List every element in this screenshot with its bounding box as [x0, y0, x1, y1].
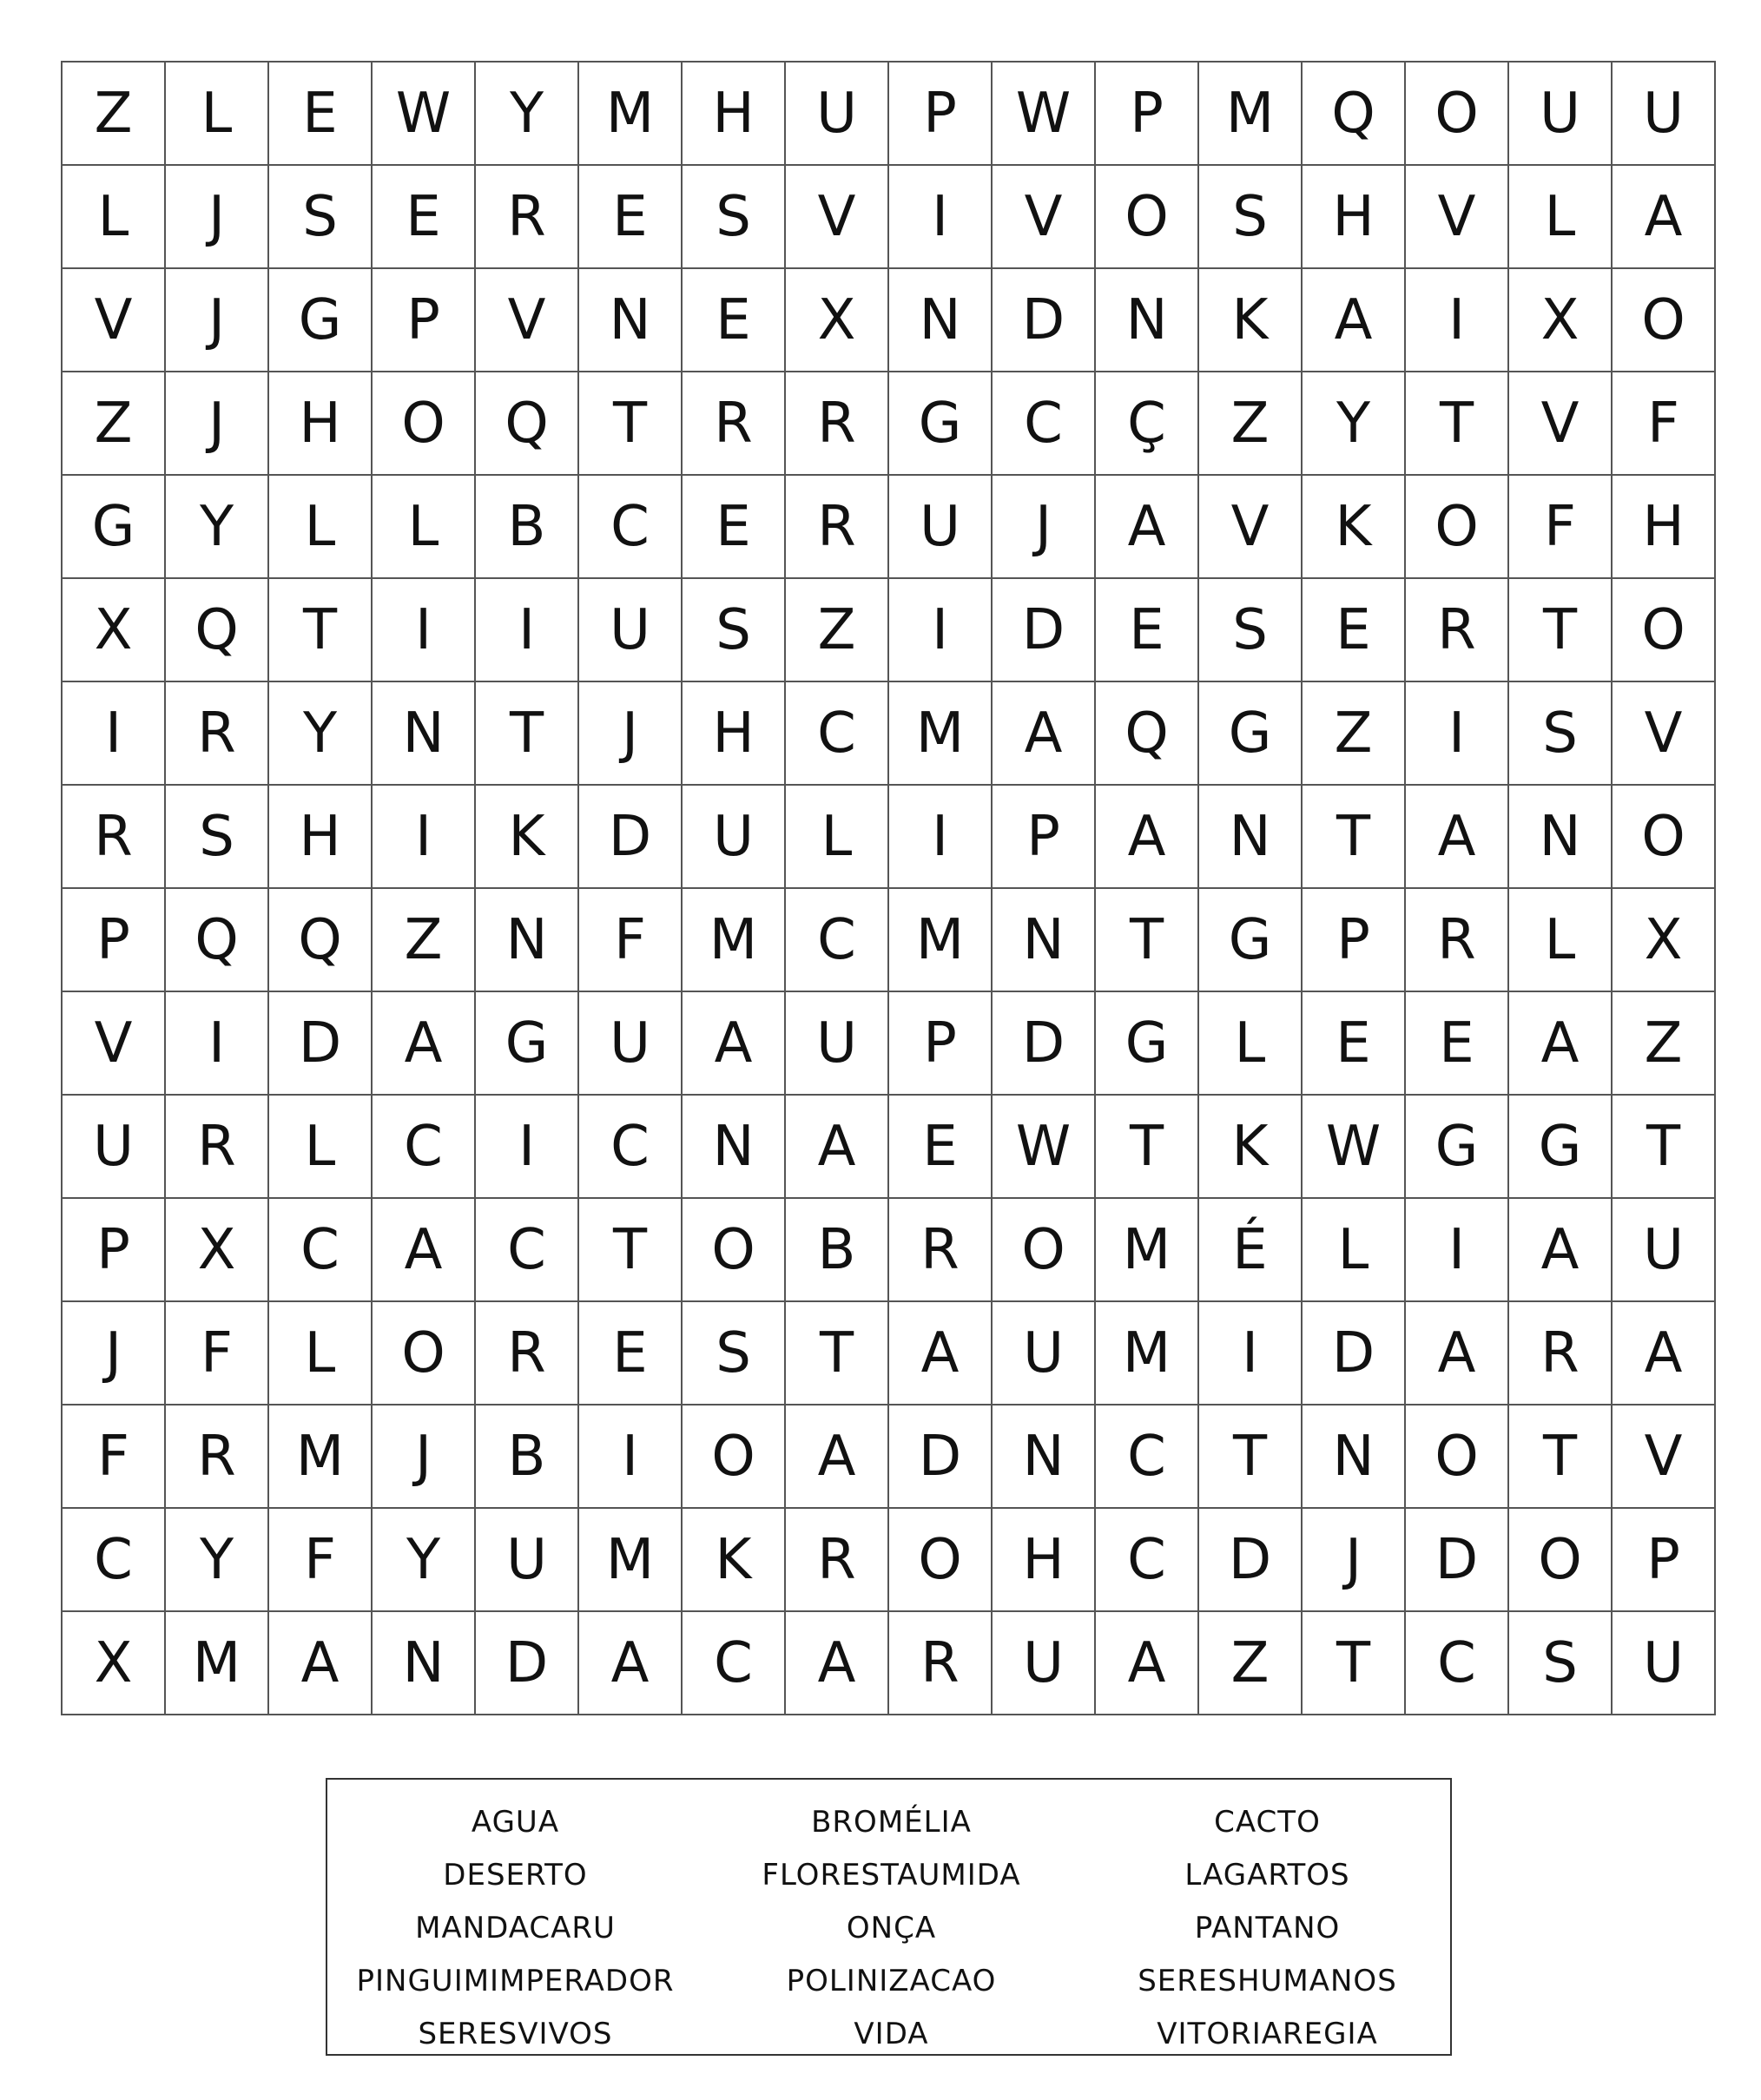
grid-cell[interactable]: X	[786, 269, 889, 372]
grid-cell[interactable]: P	[1096, 63, 1199, 166]
grid-cell[interactable]: L	[1303, 1199, 1406, 1302]
grid-cell[interactable]: R	[476, 166, 579, 269]
grid-cell[interactable]: L	[786, 786, 889, 889]
grid-cell[interactable]: D	[889, 1405, 993, 1509]
grid-cell[interactable]: U	[63, 1096, 166, 1199]
grid-cell[interactable]: É	[1199, 1199, 1303, 1302]
grid-cell[interactable]: Z	[786, 579, 889, 682]
grid-cell[interactable]: A	[1613, 166, 1716, 269]
grid-cell[interactable]: U	[786, 992, 889, 1096]
grid-cell[interactable]: X	[63, 579, 166, 682]
grid-cell[interactable]: L	[166, 63, 269, 166]
grid-cell[interactable]: H	[683, 682, 786, 786]
grid-cell[interactable]: L	[269, 476, 373, 579]
grid-cell[interactable]: C	[786, 889, 889, 992]
grid-cell[interactable]: Q	[1303, 63, 1406, 166]
grid-cell[interactable]: I	[166, 992, 269, 1096]
grid-cell[interactable]: C	[786, 682, 889, 786]
grid-cell[interactable]: P	[889, 63, 993, 166]
grid-cell[interactable]: O	[1096, 166, 1199, 269]
grid-cell[interactable]: F	[269, 1509, 373, 1612]
grid-cell[interactable]: P	[63, 889, 166, 992]
grid-cell[interactable]: O	[1406, 1405, 1509, 1509]
grid-cell[interactable]: B	[476, 476, 579, 579]
grid-cell[interactable]: R	[889, 1199, 993, 1302]
grid-cell[interactable]: U	[476, 1509, 579, 1612]
grid-cell[interactable]: V	[1613, 1405, 1716, 1509]
word-list-item: MANDACARU	[415, 1910, 616, 1945]
grid-cell[interactable]: I	[889, 579, 993, 682]
grid-cell[interactable]: N	[476, 889, 579, 992]
grid-cell[interactable]: I	[1406, 1199, 1509, 1302]
grid-cell[interactable]: C	[373, 1096, 476, 1199]
grid-cell[interactable]: C	[63, 1509, 166, 1612]
grid-cell[interactable]: I	[1406, 269, 1509, 372]
grid-cell[interactable]: M	[889, 682, 993, 786]
grid-cell[interactable]: Q	[476, 372, 579, 476]
grid-cell[interactable]: Q	[166, 579, 269, 682]
grid-cell[interactable]: Y	[1303, 372, 1406, 476]
grid-cell[interactable]: N	[1303, 1405, 1406, 1509]
grid-cell[interactable]: K	[1199, 1096, 1303, 1199]
word-list-box	[326, 1778, 1452, 2056]
grid-cell[interactable]: P	[889, 992, 993, 1096]
grid-cell[interactable]: N	[889, 269, 993, 372]
grid-cell[interactable]: M	[579, 1509, 683, 1612]
grid-cell[interactable]: J	[579, 682, 683, 786]
grid-cell[interactable]: A	[579, 1612, 683, 1715]
grid-cell[interactable]: L	[1509, 166, 1613, 269]
grid-cell[interactable]: U	[1613, 63, 1716, 166]
grid-cell[interactable]: N	[1096, 269, 1199, 372]
grid-cell[interactable]: A	[373, 1199, 476, 1302]
grid-cell[interactable]: C	[993, 372, 1096, 476]
grid-cell[interactable]: O	[373, 1302, 476, 1405]
grid-cell[interactable]: E	[579, 1302, 683, 1405]
grid-cell[interactable]: Z	[63, 372, 166, 476]
grid-cell[interactable]: D	[1303, 1302, 1406, 1405]
grid-cell[interactable]: C	[579, 1096, 683, 1199]
grid-cell[interactable]: D	[1406, 1509, 1509, 1612]
grid-cell[interactable]: N	[579, 269, 683, 372]
grid-cell[interactable]: D	[269, 992, 373, 1096]
grid-cell[interactable]: Q	[269, 889, 373, 992]
grid-cell[interactable]: A	[786, 1612, 889, 1715]
grid-cell[interactable]: T	[1303, 786, 1406, 889]
grid-cell[interactable]: E	[683, 269, 786, 372]
grid-cell[interactable]: T	[1613, 1096, 1716, 1199]
grid-cell[interactable]: Z	[1199, 1612, 1303, 1715]
grid-cell[interactable]: D	[476, 1612, 579, 1715]
grid-cell[interactable]: X	[1613, 889, 1716, 992]
grid-cell[interactable]: M	[166, 1612, 269, 1715]
grid-cell[interactable]: E	[269, 63, 373, 166]
grid-cell[interactable]: I	[889, 786, 993, 889]
grid-cell[interactable]: O	[1613, 786, 1716, 889]
grid-cell[interactable]: I	[476, 1096, 579, 1199]
grid-cell[interactable]: U	[889, 476, 993, 579]
grid-cell[interactable]: V	[1613, 682, 1716, 786]
grid-cell[interactable]: A	[373, 992, 476, 1096]
grid-cell[interactable]: V	[993, 166, 1096, 269]
grid-cell[interactable]: A	[269, 1612, 373, 1715]
word-list-item: SERESVIVOS	[418, 2016, 613, 2051]
grid-cell[interactable]: A	[993, 682, 1096, 786]
grid-cell[interactable]: Z	[63, 63, 166, 166]
grid-cell[interactable]: N	[993, 1405, 1096, 1509]
grid-cell[interactable]: D	[993, 269, 1096, 372]
grid-cell[interactable]: V	[476, 269, 579, 372]
grid-cell[interactable]: E	[683, 476, 786, 579]
grid-cell[interactable]: U	[579, 992, 683, 1096]
grid-cell[interactable]: K	[683, 1509, 786, 1612]
grid-cell[interactable]: A	[1303, 269, 1406, 372]
grid-cell[interactable]: U	[993, 1302, 1096, 1405]
grid-cell[interactable]: O	[683, 1405, 786, 1509]
grid-cell[interactable]: A	[1613, 1302, 1716, 1405]
grid-cell[interactable]: H	[1613, 476, 1716, 579]
grid-cell[interactable]: E	[1303, 992, 1406, 1096]
grid-cell[interactable]: S	[1199, 579, 1303, 682]
word-list-item: PANTANO	[1194, 1910, 1341, 1945]
grid-cell[interactable]: I	[63, 682, 166, 786]
grid-cell[interactable]: I	[889, 166, 993, 269]
grid-cell[interactable]: D	[579, 786, 683, 889]
grid-cell[interactable]: L	[63, 166, 166, 269]
grid-cell[interactable]: I	[1199, 1302, 1303, 1405]
grid-cell[interactable]: S	[269, 166, 373, 269]
grid-cell[interactable]: V	[786, 166, 889, 269]
grid-cell[interactable]: F	[579, 889, 683, 992]
grid-cell[interactable]: S	[683, 579, 786, 682]
grid-cell[interactable]: U	[1613, 1199, 1716, 1302]
grid-cell[interactable]: Z	[1613, 992, 1716, 1096]
grid-cell[interactable]: A	[889, 1302, 993, 1405]
grid-cell[interactable]: G	[1406, 1096, 1509, 1199]
grid-cell[interactable]: R	[786, 1509, 889, 1612]
grid-cell[interactable]: H	[1303, 166, 1406, 269]
grid-cell[interactable]: J	[166, 166, 269, 269]
grid-cell[interactable]: O	[1406, 476, 1509, 579]
grid-cell[interactable]: N	[1509, 786, 1613, 889]
grid-cell[interactable]: A	[1509, 992, 1613, 1096]
grid-cell[interactable]: T	[1096, 889, 1199, 992]
grid-cell[interactable]: S	[1509, 682, 1613, 786]
grid-cell[interactable]: V	[63, 269, 166, 372]
grid-cell[interactable]: E	[1096, 579, 1199, 682]
grid-cell[interactable]: A	[1096, 786, 1199, 889]
grid-cell[interactable]: G	[1096, 992, 1199, 1096]
grid-cell[interactable]: Z	[373, 889, 476, 992]
grid-cell[interactable]: U	[786, 63, 889, 166]
grid-cell[interactable]: H	[269, 786, 373, 889]
grid-cell[interactable]: W	[993, 63, 1096, 166]
grid-cell[interactable]: L	[1199, 992, 1303, 1096]
grid-cell[interactable]: N	[1199, 786, 1303, 889]
grid-cell[interactable]: Z	[1199, 372, 1303, 476]
grid-cell[interactable]: R	[786, 476, 889, 579]
grid-cell[interactable]: V	[1199, 476, 1303, 579]
grid-cell[interactable]: T	[476, 682, 579, 786]
word-list-item: VITORIAREGIA	[1157, 2016, 1378, 2051]
grid-cell[interactable]: N	[683, 1096, 786, 1199]
grid-cell[interactable]: U	[579, 579, 683, 682]
grid-cell[interactable]: E	[1406, 992, 1509, 1096]
grid-cell[interactable]: R	[166, 1096, 269, 1199]
grid-cell[interactable]: Y	[166, 476, 269, 579]
grid-cell[interactable]: P	[373, 269, 476, 372]
grid-cell[interactable]: A	[683, 992, 786, 1096]
grid-cell[interactable]: M	[1096, 1302, 1199, 1405]
grid-cell[interactable]: O	[373, 372, 476, 476]
grid-cell[interactable]: Y	[269, 682, 373, 786]
grid-cell[interactable]: N	[373, 1612, 476, 1715]
grid-cell[interactable]: G	[63, 476, 166, 579]
word-list-item: BROMÉLIA	[811, 1804, 972, 1840]
grid-cell[interactable]: U	[683, 786, 786, 889]
grid-cell[interactable]: A	[1509, 1199, 1613, 1302]
grid-cell[interactable]: P	[63, 1199, 166, 1302]
grid-cell[interactable]: T	[1509, 1405, 1613, 1509]
grid-cell[interactable]: B	[476, 1405, 579, 1509]
grid-cell[interactable]: U	[993, 1612, 1096, 1715]
grid-cell[interactable]: I	[476, 579, 579, 682]
grid-cell[interactable]: R	[1509, 1302, 1613, 1405]
grid-cell[interactable]: M	[683, 889, 786, 992]
grid-cell[interactable]: C	[476, 1199, 579, 1302]
grid-cell[interactable]: R	[1406, 579, 1509, 682]
grid-cell[interactable]: P	[1613, 1509, 1716, 1612]
grid-cell[interactable]: T	[1199, 1405, 1303, 1509]
grid-cell[interactable]: S	[1199, 166, 1303, 269]
grid-cell[interactable]: A	[1096, 476, 1199, 579]
grid-cell[interactable]: W	[373, 63, 476, 166]
grid-cell[interactable]: T	[1509, 579, 1613, 682]
grid-cell[interactable]: O	[993, 1199, 1096, 1302]
grid-cell[interactable]: J	[166, 372, 269, 476]
grid-cell[interactable]: L	[269, 1302, 373, 1405]
grid-cell[interactable]: E	[1303, 579, 1406, 682]
grid-cell[interactable]: R	[63, 786, 166, 889]
grid-cell[interactable]: F	[63, 1405, 166, 1509]
grid-cell[interactable]: O	[889, 1509, 993, 1612]
grid-cell[interactable]: H	[683, 63, 786, 166]
grid-cell[interactable]: S	[683, 166, 786, 269]
grid-cell[interactable]: L	[373, 476, 476, 579]
grid-cell[interactable]: M	[579, 63, 683, 166]
grid-cell[interactable]: I	[1406, 682, 1509, 786]
grid-cell[interactable]: S	[1509, 1612, 1613, 1715]
grid-cell[interactable]: C	[1406, 1612, 1509, 1715]
grid-cell[interactable]: I	[373, 786, 476, 889]
grid-cell[interactable]: W	[993, 1096, 1096, 1199]
grid-cell[interactable]: A	[786, 1405, 889, 1509]
grid-cell[interactable]: O	[1509, 1509, 1613, 1612]
grid-cell[interactable]: Y	[166, 1509, 269, 1612]
grid-cell[interactable]: T	[1303, 1612, 1406, 1715]
grid-cell[interactable]: O	[1613, 269, 1716, 372]
grid-cell[interactable]: G	[889, 372, 993, 476]
grid-cell[interactable]: C	[269, 1199, 373, 1302]
grid-cell[interactable]: F	[166, 1302, 269, 1405]
grid-cell[interactable]: J	[166, 269, 269, 372]
grid-cell[interactable]: C	[1096, 1405, 1199, 1509]
grid-cell[interactable]: O	[683, 1199, 786, 1302]
grid-cell[interactable]: O	[1613, 579, 1716, 682]
grid-cell[interactable]: K	[1303, 476, 1406, 579]
grid-cell[interactable]: B	[786, 1199, 889, 1302]
grid-cell[interactable]: M	[889, 889, 993, 992]
grid-cell[interactable]: D	[993, 992, 1096, 1096]
word-list-item: DESERTO	[443, 1857, 588, 1893]
word-list-item: VIDA	[854, 2016, 929, 2051]
grid-cell[interactable]: E	[373, 166, 476, 269]
grid-cell[interactable]: T	[269, 579, 373, 682]
grid-cell[interactable]: T	[579, 372, 683, 476]
grid-cell[interactable]: Y	[373, 1509, 476, 1612]
grid-cell[interactable]: N	[993, 889, 1096, 992]
grid-cell[interactable]: C	[579, 476, 683, 579]
word-list-item: FLORESTAUMIDA	[762, 1857, 1021, 1893]
word-list-item: SERESHUMANOS	[1138, 1963, 1397, 1998]
grid-cell[interactable]: Y	[476, 63, 579, 166]
grid-cell[interactable]: C	[1096, 1509, 1199, 1612]
grid-cell[interactable]: A	[1096, 1612, 1199, 1715]
grid-cell[interactable]: J	[63, 1302, 166, 1405]
grid-cell[interactable]: G	[269, 269, 373, 372]
grid-cell[interactable]: U	[1509, 63, 1613, 166]
grid-cell[interactable]: F	[1509, 476, 1613, 579]
word-list-item: AGUA	[471, 1804, 560, 1840]
grid-cell[interactable]: R	[889, 1612, 993, 1715]
grid-cell[interactable]: E	[889, 1096, 993, 1199]
grid-cell[interactable]: A	[786, 1096, 889, 1199]
grid-cell[interactable]: W	[1303, 1096, 1406, 1199]
grid-cell[interactable]: J	[1303, 1509, 1406, 1612]
grid-cell[interactable]: A	[1406, 1302, 1509, 1405]
word-list-item: LAGARTOS	[1184, 1857, 1350, 1893]
grid-cell[interactable]: P	[993, 786, 1096, 889]
grid-cell[interactable]: R	[166, 682, 269, 786]
grid-cell[interactable]: X	[166, 1199, 269, 1302]
grid-cell[interactable]: T	[1406, 372, 1509, 476]
grid-cell[interactable]: M	[1199, 63, 1303, 166]
word-search-grid	[61, 61, 1716, 1715]
grid-cell[interactable]: J	[993, 476, 1096, 579]
grid-cell[interactable]: M	[269, 1405, 373, 1509]
word-list-item: PINGUIMIMPERADOR	[356, 1963, 675, 1998]
grid-cell[interactable]: G	[1509, 1096, 1613, 1199]
grid-cell[interactable]: I	[579, 1405, 683, 1509]
grid-cell[interactable]: M	[1096, 1199, 1199, 1302]
grid-cell[interactable]: G	[1199, 682, 1303, 786]
grid-cell[interactable]: C	[683, 1612, 786, 1715]
grid-cell[interactable]: L	[1509, 889, 1613, 992]
grid-cell[interactable]: V	[1509, 372, 1613, 476]
grid-cell[interactable]: X	[1509, 269, 1613, 372]
grid-cell[interactable]: D	[1199, 1509, 1303, 1612]
word-list-item: POLINIZACAO	[786, 1963, 997, 1998]
grid-cell[interactable]: J	[373, 1405, 476, 1509]
grid-cell[interactable]: A	[1406, 786, 1509, 889]
grid-cell[interactable]: L	[269, 1096, 373, 1199]
word-list-item: CACTO	[1214, 1804, 1321, 1840]
word-list	[327, 1795, 1450, 2060]
grid-cell[interactable]: T	[1096, 1096, 1199, 1199]
grid-cell[interactable]: V	[1406, 166, 1509, 269]
grid-cell[interactable]: O	[1406, 63, 1509, 166]
grid-cell[interactable]: R	[1406, 889, 1509, 992]
grid-cell[interactable]: F	[1613, 372, 1716, 476]
grid-cell[interactable]: Q	[166, 889, 269, 992]
grid-cell[interactable]: Ç	[1096, 372, 1199, 476]
grid-cell[interactable]: Z	[1303, 682, 1406, 786]
grid-cell[interactable]: G	[1199, 889, 1303, 992]
grid-cell[interactable]: K	[476, 786, 579, 889]
grid-cell[interactable]: H	[269, 372, 373, 476]
grid-cell[interactable]: X	[63, 1612, 166, 1715]
grid-cell[interactable]: S	[683, 1302, 786, 1405]
grid-cell[interactable]: D	[993, 579, 1096, 682]
grid-cell[interactable]: K	[1199, 269, 1303, 372]
grid-cell[interactable]: R	[683, 372, 786, 476]
grid-cell[interactable]: G	[476, 992, 579, 1096]
grid-cell[interactable]: U	[1613, 1612, 1716, 1715]
grid-cell[interactable]: T	[786, 1302, 889, 1405]
grid-cell[interactable]: E	[579, 166, 683, 269]
grid-cell[interactable]: S	[166, 786, 269, 889]
grid-cell[interactable]: R	[786, 372, 889, 476]
grid-cell[interactable]: R	[166, 1405, 269, 1509]
grid-cell[interactable]: R	[476, 1302, 579, 1405]
grid-cell[interactable]: P	[1303, 889, 1406, 992]
grid-cell[interactable]: Q	[1096, 682, 1199, 786]
grid-cell[interactable]: V	[63, 992, 166, 1096]
grid-cell[interactable]: N	[373, 682, 476, 786]
word-list-item: ONÇA	[846, 1910, 937, 1945]
grid-cell[interactable]: T	[579, 1199, 683, 1302]
grid-cell[interactable]: H	[993, 1509, 1096, 1612]
grid-cell[interactable]: I	[373, 579, 476, 682]
